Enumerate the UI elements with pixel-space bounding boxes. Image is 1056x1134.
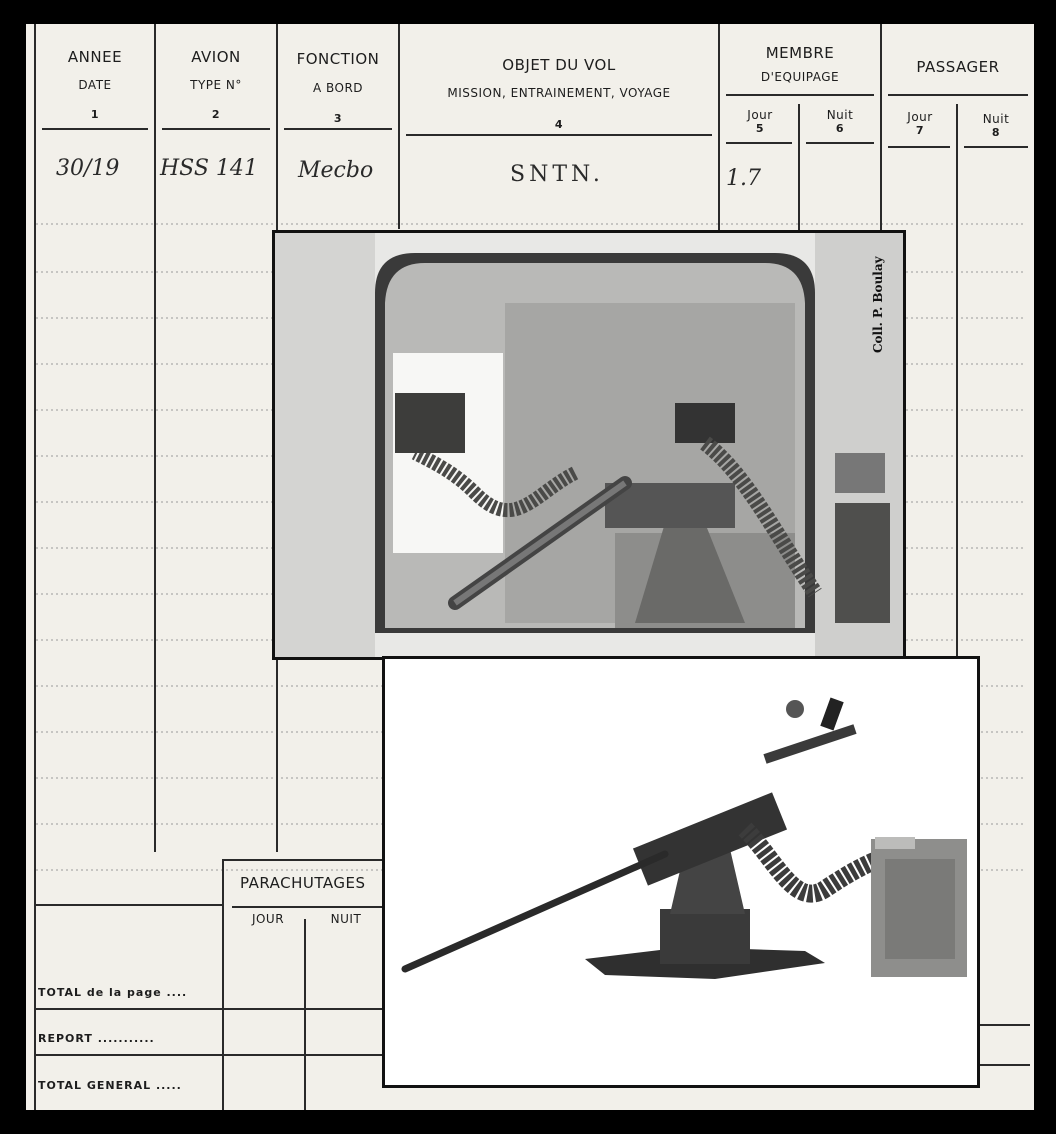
helicopter-interior-photo [272,230,906,660]
column-line [154,24,156,852]
header-rule [888,146,950,148]
header-rule [806,142,874,144]
parachutages-title: PARACHUTAGES [240,874,366,892]
header-rule [406,134,712,136]
machine-gun-illustration [385,659,977,1085]
entry-avion: HSS 141 [160,156,258,181]
passager-nuit-label: Nuit [982,112,1010,126]
col-avion-title: AVION [191,48,241,66]
entry-fonction: Mecbo [298,158,374,183]
entry-date: 30/19 [56,156,120,181]
passager-nuit-num: 8 [991,126,1001,139]
col-objet-sub: MISSION, ENTRAINEMENT, VOYAGE [447,86,671,100]
membre-jour-num: 5 [755,122,765,135]
parachutages-jour: JOUR [251,912,285,926]
entry-membre-jour: 1.7 [726,166,761,191]
header-rule [726,94,874,96]
total-general-label: TOTAL GENERAL ..... [38,1079,182,1092]
col-avion-sub: TYPE N° [190,78,242,92]
col-objet-num: 4 [554,118,564,131]
parachutages-nuit: NUIT [330,912,362,926]
membre-nuit-num: 6 [835,122,845,135]
column-line [222,859,224,1110]
parachutages-rule [232,906,382,908]
header-rule [964,146,1028,148]
column-line [304,919,306,1110]
header-rule [726,142,792,144]
col-annee-num: 1 [90,108,100,121]
header-rule [162,128,270,130]
col-avion-num: 2 [211,108,221,121]
parachutages-rule [222,859,384,861]
header-rule [888,94,1028,96]
col-annee-sub: DATE [78,78,112,92]
totals-rule [34,1008,384,1010]
header-rule [42,128,148,130]
col-fonction-title: FONCTION [296,50,380,68]
membre-jour-label: Jour [747,108,773,122]
col-fonction-num: 3 [333,112,343,125]
membre-title: MEMBRE [765,44,835,62]
col-objet-title: OBJET DU VOL [502,56,616,74]
totals-rule [34,904,222,906]
photo-credit: Coll. P. Boulay [871,256,885,353]
entry-objet: SNTN. [510,162,604,187]
membre-sub: D'EQUIPAGE [760,70,840,84]
helicopter-interior-illustration [275,233,903,657]
header-rule [284,128,392,130]
logbook-page [26,24,1034,1110]
report-label: REPORT ........... [38,1032,155,1045]
passager-jour-num: 7 [915,124,925,137]
machine-gun-photo [382,656,980,1088]
col-annee-title: ANNEE [67,48,123,66]
passager-jour-label: Jour [907,110,933,124]
totals-rule [34,1054,384,1056]
total-page-label: TOTAL de la page .... [38,986,188,999]
column-line [34,24,36,1110]
col-fonction-sub: A BORD [312,81,364,95]
membre-nuit-label: Nuit [826,108,854,122]
passager-title: PASSAGER [916,58,1000,76]
